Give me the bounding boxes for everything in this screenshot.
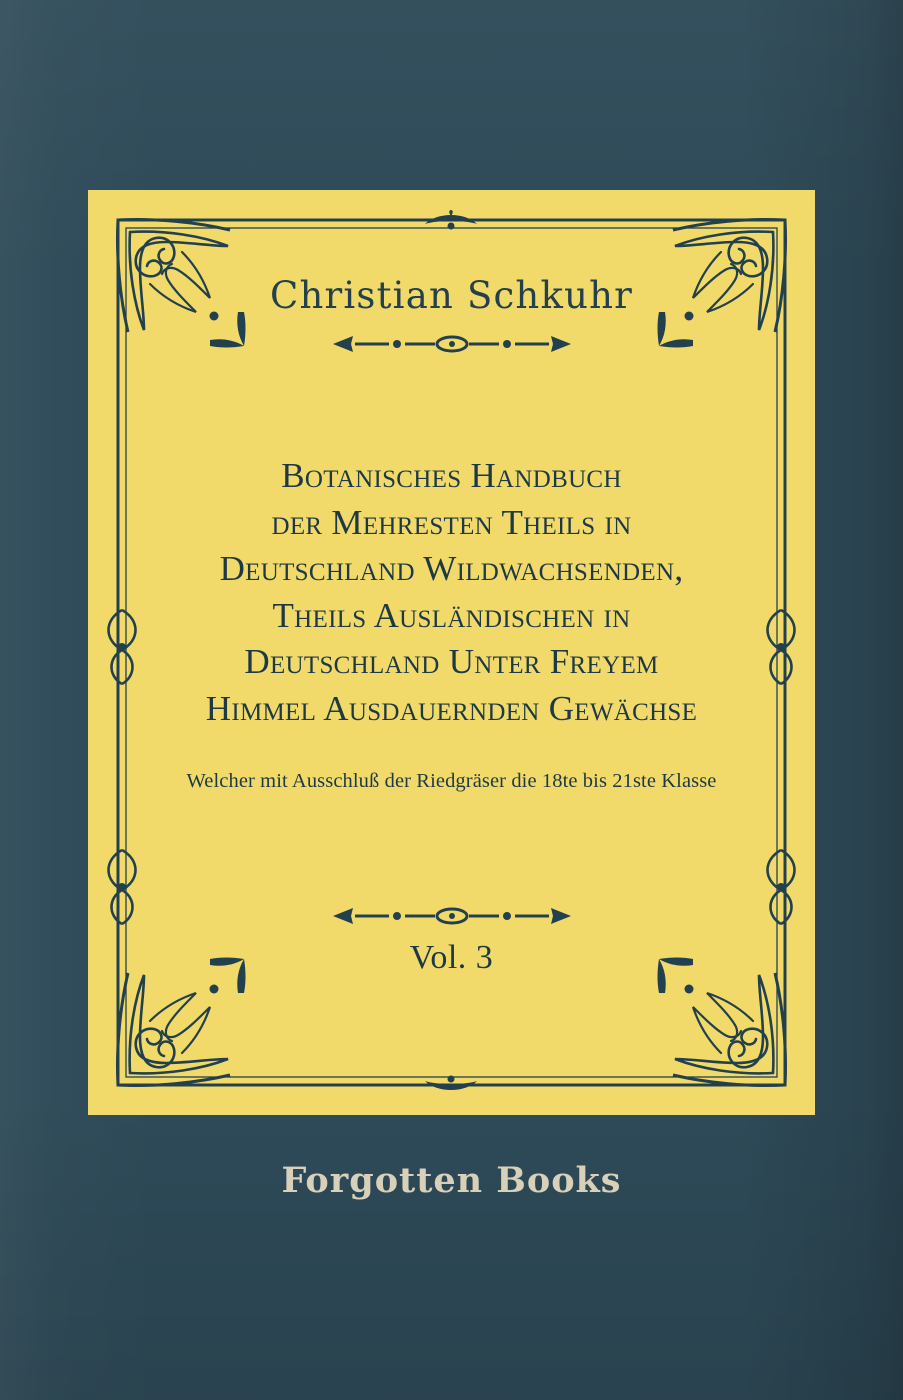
cover-panel bbox=[88, 190, 815, 1115]
book-subtitle: Welcher mit Ausschluß der Riedgräser die 18te bis 21ste Klasse bbox=[186, 770, 717, 793]
publisher-logo: Forgotten Books bbox=[281, 1160, 622, 1201]
fleuron-divider-lower-icon bbox=[327, 903, 577, 929]
title-line: Deutschland Unter Freyem bbox=[244, 642, 659, 682]
fleuron-divider-icon bbox=[327, 331, 577, 357]
title-line: der Mehresten Theils in bbox=[271, 502, 632, 542]
title-line: Botanisches Handbuch bbox=[281, 456, 622, 495]
author-name: Christian Schkuhr bbox=[269, 274, 634, 317]
title-line: Theils Ausländischen in bbox=[272, 595, 631, 635]
volume-label: Vol. 3 bbox=[409, 939, 494, 976]
title-line: Himmel Ausdauernden Gewächse bbox=[205, 688, 698, 728]
title-line: Deutschland Wildwachsenden, bbox=[219, 549, 684, 589]
book-title bbox=[206, 453, 697, 732]
